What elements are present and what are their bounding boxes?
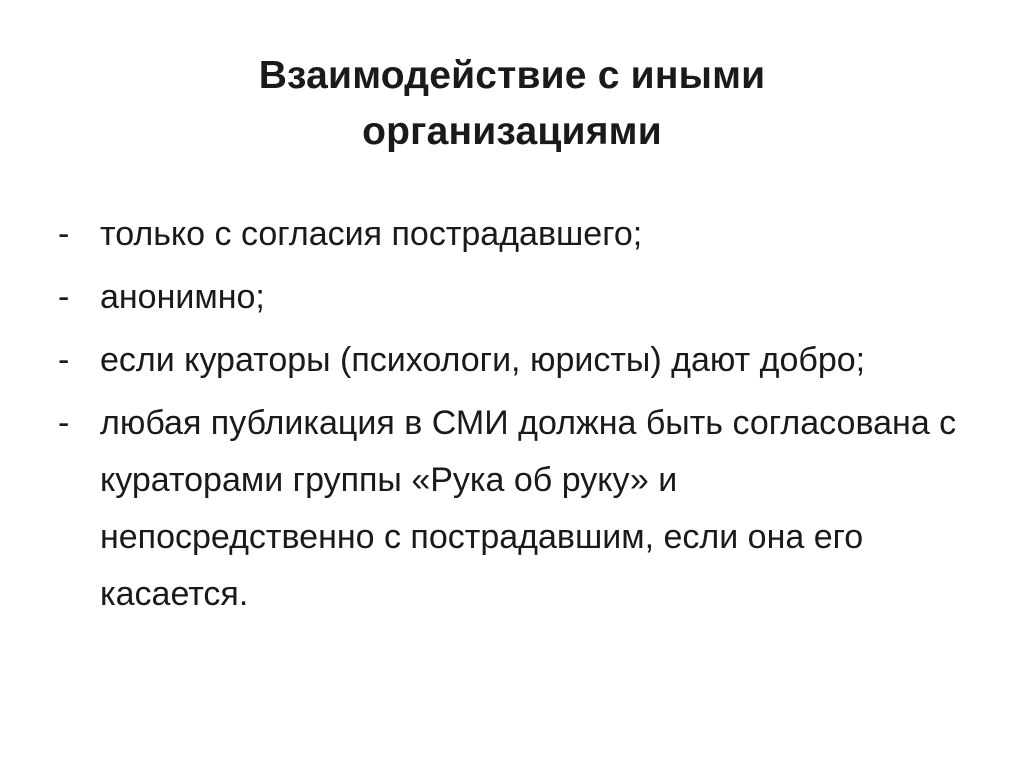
bullet-item [58,206,958,263]
bullet-item [58,332,958,389]
bullet-text: если кураторы (психологи, юристы) дают добро; [100,341,866,379]
bullet-text: только с согласия пострадавшего; [100,215,643,253]
bullet-text: анонимно; [100,278,265,316]
bullet-item [58,395,958,623]
bullet-item [58,269,958,326]
bullet-marker: - [58,215,70,253]
bullet-marker: - [58,341,70,379]
bullet-marker: - [58,278,70,316]
bullet-list [58,206,958,629]
slide-title: Взаимодействие с иными организациями [258,54,766,153]
bullet-text: любая публикация в СМИ должна быть согласована с кураторами группы «Рука об руку» и непосредственно с пострадавшим, если она его касается. [100,404,957,613]
bullet-marker: - [58,404,70,442]
